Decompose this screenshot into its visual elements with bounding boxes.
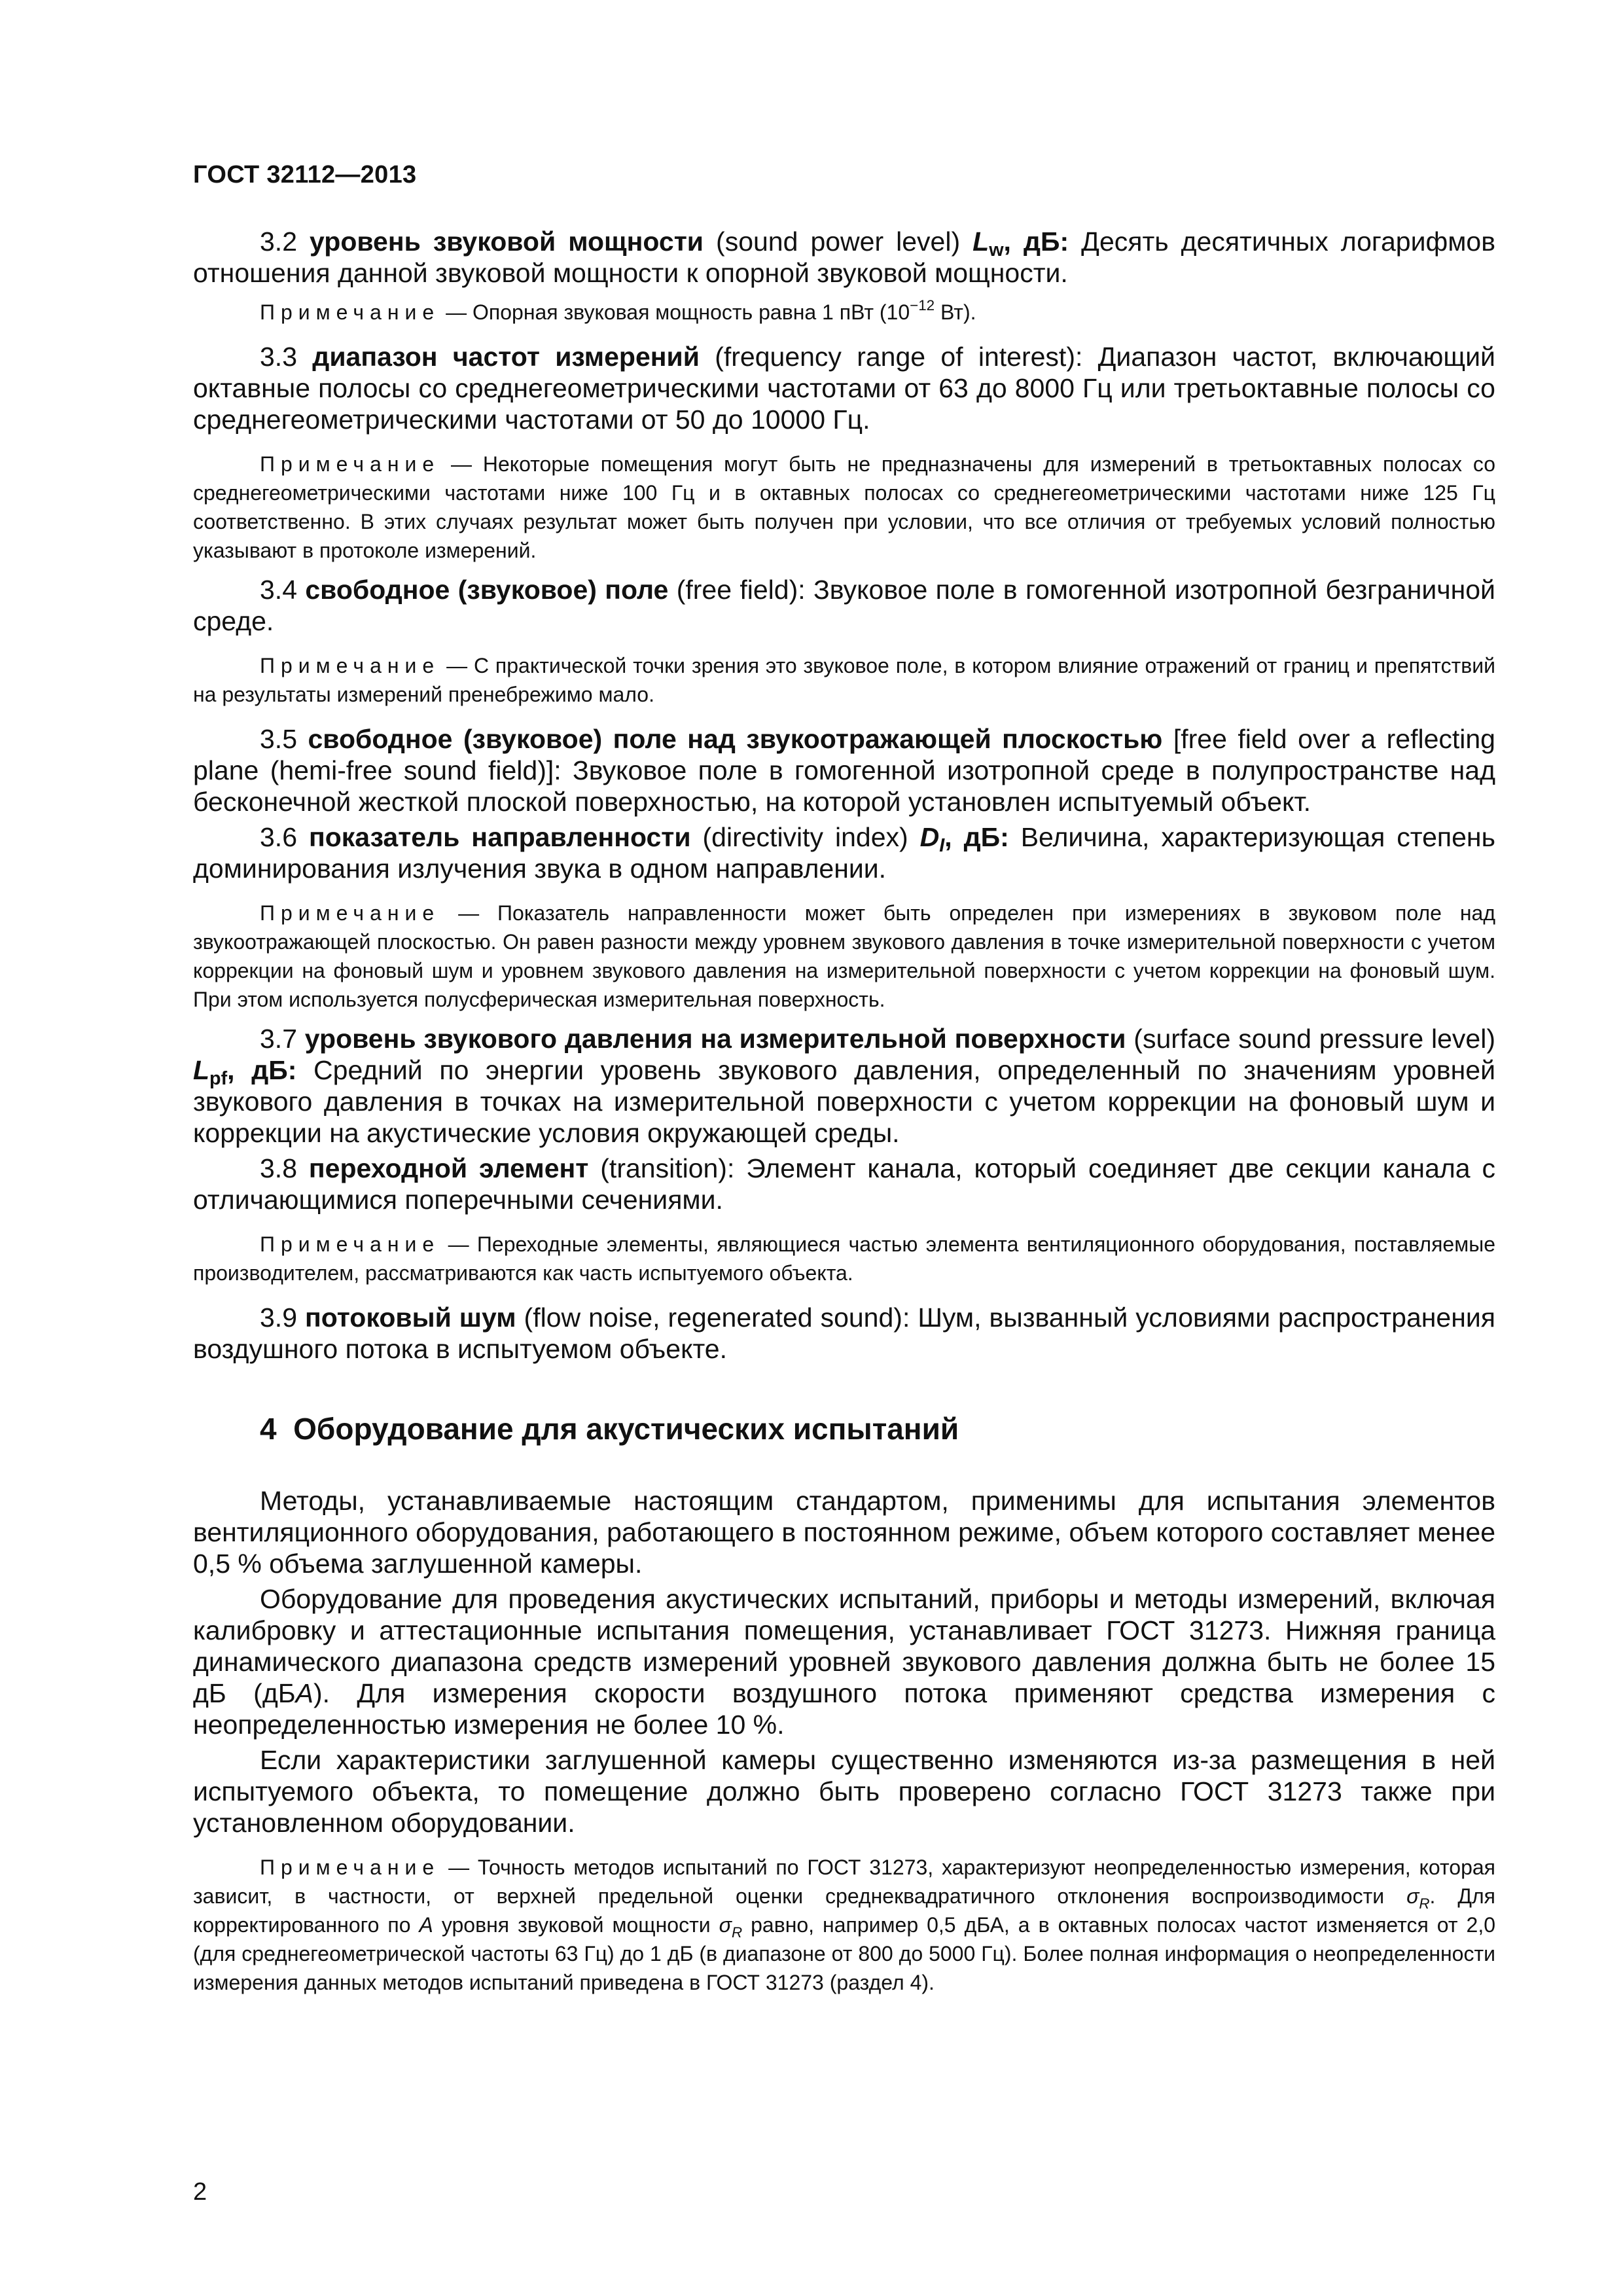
symbol-subscript: pf: [209, 1068, 228, 1089]
sigma-symbol: σ: [719, 1913, 732, 1937]
section-heading: [193, 1410, 1495, 1447]
note-3-6: [193, 899, 1495, 1014]
note-label: Примечание: [260, 654, 440, 677]
note-3-4: [193, 651, 1495, 709]
definition: (free field): Звуковое поле в гомогенной изотропной безграничной среде.: [193, 575, 1495, 636]
clause-number: 3.8: [260, 1153, 297, 1183]
definition: [free field over a reflecting plane (hemi-free sound field)]: Звуковое поле в гомогенной изотропной среде в полупространстве над бесконечной жесткой плоской поверхностью, на которой установлен испытуемый объект.: [193, 724, 1495, 817]
term-english: (directivity index): [702, 822, 908, 852]
symbol: D: [919, 822, 940, 852]
definition: Средний по энергии уровень звукового давления, определенный по значениям уровней звукового давления в точках на измерительной поверхности с учетом коррекции на фоновый шум и коррекции на акустические условия окружающей среды.: [193, 1055, 1495, 1148]
definition: Десять десятичных логарифмов отношения данной звуковой мощности к опорной звуковой мощности.: [193, 226, 1495, 288]
term: показатель направленности: [308, 822, 691, 852]
clause-3-3: [193, 341, 1495, 435]
definition: (frequency range of interest): Диапазон частот, включающий октавные полосы со среднегеометрическими частотами от 63 до 8000 Гц или третьоктавные полосы со среднегеометрическими частотами от 50 до 10000 Гц.: [193, 342, 1495, 435]
unit: , дБ:: [1003, 226, 1069, 257]
unit: , дБ:: [227, 1055, 297, 1085]
note-label: Примечание: [260, 1232, 440, 1256]
definition: (flow noise, regenerated sound): Шум, вызванный условиями распространения воздушного потока в испытуемом объекте.: [193, 1302, 1495, 1364]
section-title: Оборудование для акустических испытаний: [293, 1412, 959, 1446]
clause-number: 3.7: [260, 1024, 297, 1054]
clause-number: 3.9: [260, 1302, 297, 1333]
clause-3-7: [193, 1023, 1495, 1149]
term: уровень звуковой мощности: [310, 226, 704, 257]
clause-3-2: [193, 226, 1495, 289]
document-header: ГОСТ 32112—2013: [193, 161, 417, 188]
definition: Величина, характеризующая степень доминирования излучения звука в одном направлении.: [193, 822, 1495, 884]
term: потоковый шум: [304, 1302, 516, 1333]
note-label: Примечание: [260, 901, 440, 925]
term-english: (sound power level): [716, 226, 961, 257]
clause-3-5: [193, 723, 1495, 817]
page-number: 2: [193, 2178, 207, 2206]
sigma-symbol: σ: [1406, 1884, 1419, 1908]
term: свободное (звуковое) поле над звукоотражающей плоскостью: [308, 724, 1163, 754]
clause-number: 3.6: [260, 822, 297, 852]
clause-number: 3.5: [260, 724, 297, 754]
note-3-3: [193, 450, 1495, 565]
section-number: 4: [260, 1412, 277, 1446]
note-text: — Некоторые помещения могут быть не предназначены для измерений в третьоктавных полосах со среднегеометрическими частотами ниже 100 Гц и в октавных полосах со среднегеометрическими частотами ниже 125 Гц соответственно. В этих случаях результат может быть получен при условии, что все отличия от требуемых условий полностью указывают в протоколе измерений.: [193, 452, 1496, 562]
symbol-subscript: w: [989, 240, 1004, 260]
section-4-paragraph-2: Оборудование для проведения акустических испытаний, приборы и методы измерений, включая калибровку и аттестационные испытания помещения, устанавливает ГОСТ 31273. Нижняя граница динамического диапазона средств измерений уровней звукового давления должна быть не более 15 дБ (дБA). Для измерения скорости воздушного потока применяют средства измерения с неопределенностью измерения не более 10 %.: [193, 1584, 1495, 1740]
note-section-4: Примечание — Точность методов испытаний по ГОСТ 31273, характеризуют неопределенностью измерения, которая зависит, в частности, от верхней предельной оценки среднеквадратичного отклонения воспроизводимости $\sigma_R$. Для корректированного по А уровня звуковой мощности $\sigma_R$ равно, например 0,5 дБА, а в октавных полосах частот изменяется от 2,0 (для среднегеометрической частоты 63 Гц) до 1 дБ (в диапазоне от 800 до 5000 Гц). Более полная информация о неопределенности измерения данных методов испытаний приведена в ГОСТ 31273 (раздел 4).: [193, 1856, 1496, 1994]
note-text: — Переходные элементы, являющиеся частью элемента вентиляционного оборудования, поставляемые производителем, рассматриваются как часть испытуемого объекта.: [193, 1232, 1496, 1285]
note-superscript: −12: [910, 297, 935, 314]
note-label: Примечание: [260, 452, 440, 476]
note-text: — Показатель направленности может быть определен при измерениях в звуковом поле над звукоотражающей плоскостью. Он равен разности между уровнем звукового давления в точке измерительной поверхности с учетом коррекции на фоновый шум и уровнем звукового давления на измерительной поверхности с учетом коррекции на фоновый шум. При этом используется полусферическая измерительная поверхность.: [193, 901, 1496, 1011]
definition: (transition): Элемент канала, который соединяет две секции канала с отличающимися поперечными сечениями.: [193, 1153, 1495, 1215]
clause-number: 3.2: [260, 226, 297, 257]
term-english: (surface sound pressure level): [1133, 1024, 1495, 1054]
term: свободное (звуковое) поле: [305, 575, 669, 605]
section-4-paragraph-3: Если характеристики заглушенной камеры существенно изменяются из-за размещения в ней испытуемого объекта, то помещение должно быть проверено согласно ГОСТ 31273 также при установленном оборудовании.: [193, 1745, 1495, 1838]
clause-3-6: [193, 821, 1495, 884]
clause-number: 3.3: [260, 342, 297, 372]
clause-3-4: [193, 574, 1495, 637]
clause-number: 3.4: [260, 575, 297, 605]
symbol: L: [193, 1055, 210, 1085]
note-3-8: [193, 1230, 1495, 1287]
unit: , дБ:: [944, 822, 1009, 852]
term: уровень звукового давления на измерительной поверхности: [304, 1024, 1126, 1054]
note-label: Примечание: [260, 1856, 440, 1879]
note-text: — С практической точки зрения это звуковое поле, в котором влияние отражений от границ и препятствий на результаты измерений пренебрежимо мало.: [193, 654, 1496, 706]
section-4-paragraph-1: Методы, устанавливаемые настоящим стандартом, применимы для испытания элементов вентиляционного оборудования, работающего в постоянном режиме, объем которого составляет менее 0,5 % объема заглушенной камеры.: [193, 1486, 1495, 1579]
note-label: Примечание: [260, 300, 440, 324]
symbol: L: [972, 226, 990, 257]
term: переходной элемент: [308, 1153, 589, 1183]
note-text-end: Вт).: [935, 300, 976, 324]
clause-3-9: [193, 1302, 1495, 1365]
note-3-2: [193, 298, 1495, 327]
document-body: [193, 226, 1495, 1997]
term: диапазон частот измерений: [312, 342, 700, 372]
symbol-subscript: I: [939, 835, 945, 856]
note-text: — Опорная звуковая мощность равна 1 пВт (10: [446, 300, 910, 324]
clause-3-8: [193, 1153, 1495, 1215]
